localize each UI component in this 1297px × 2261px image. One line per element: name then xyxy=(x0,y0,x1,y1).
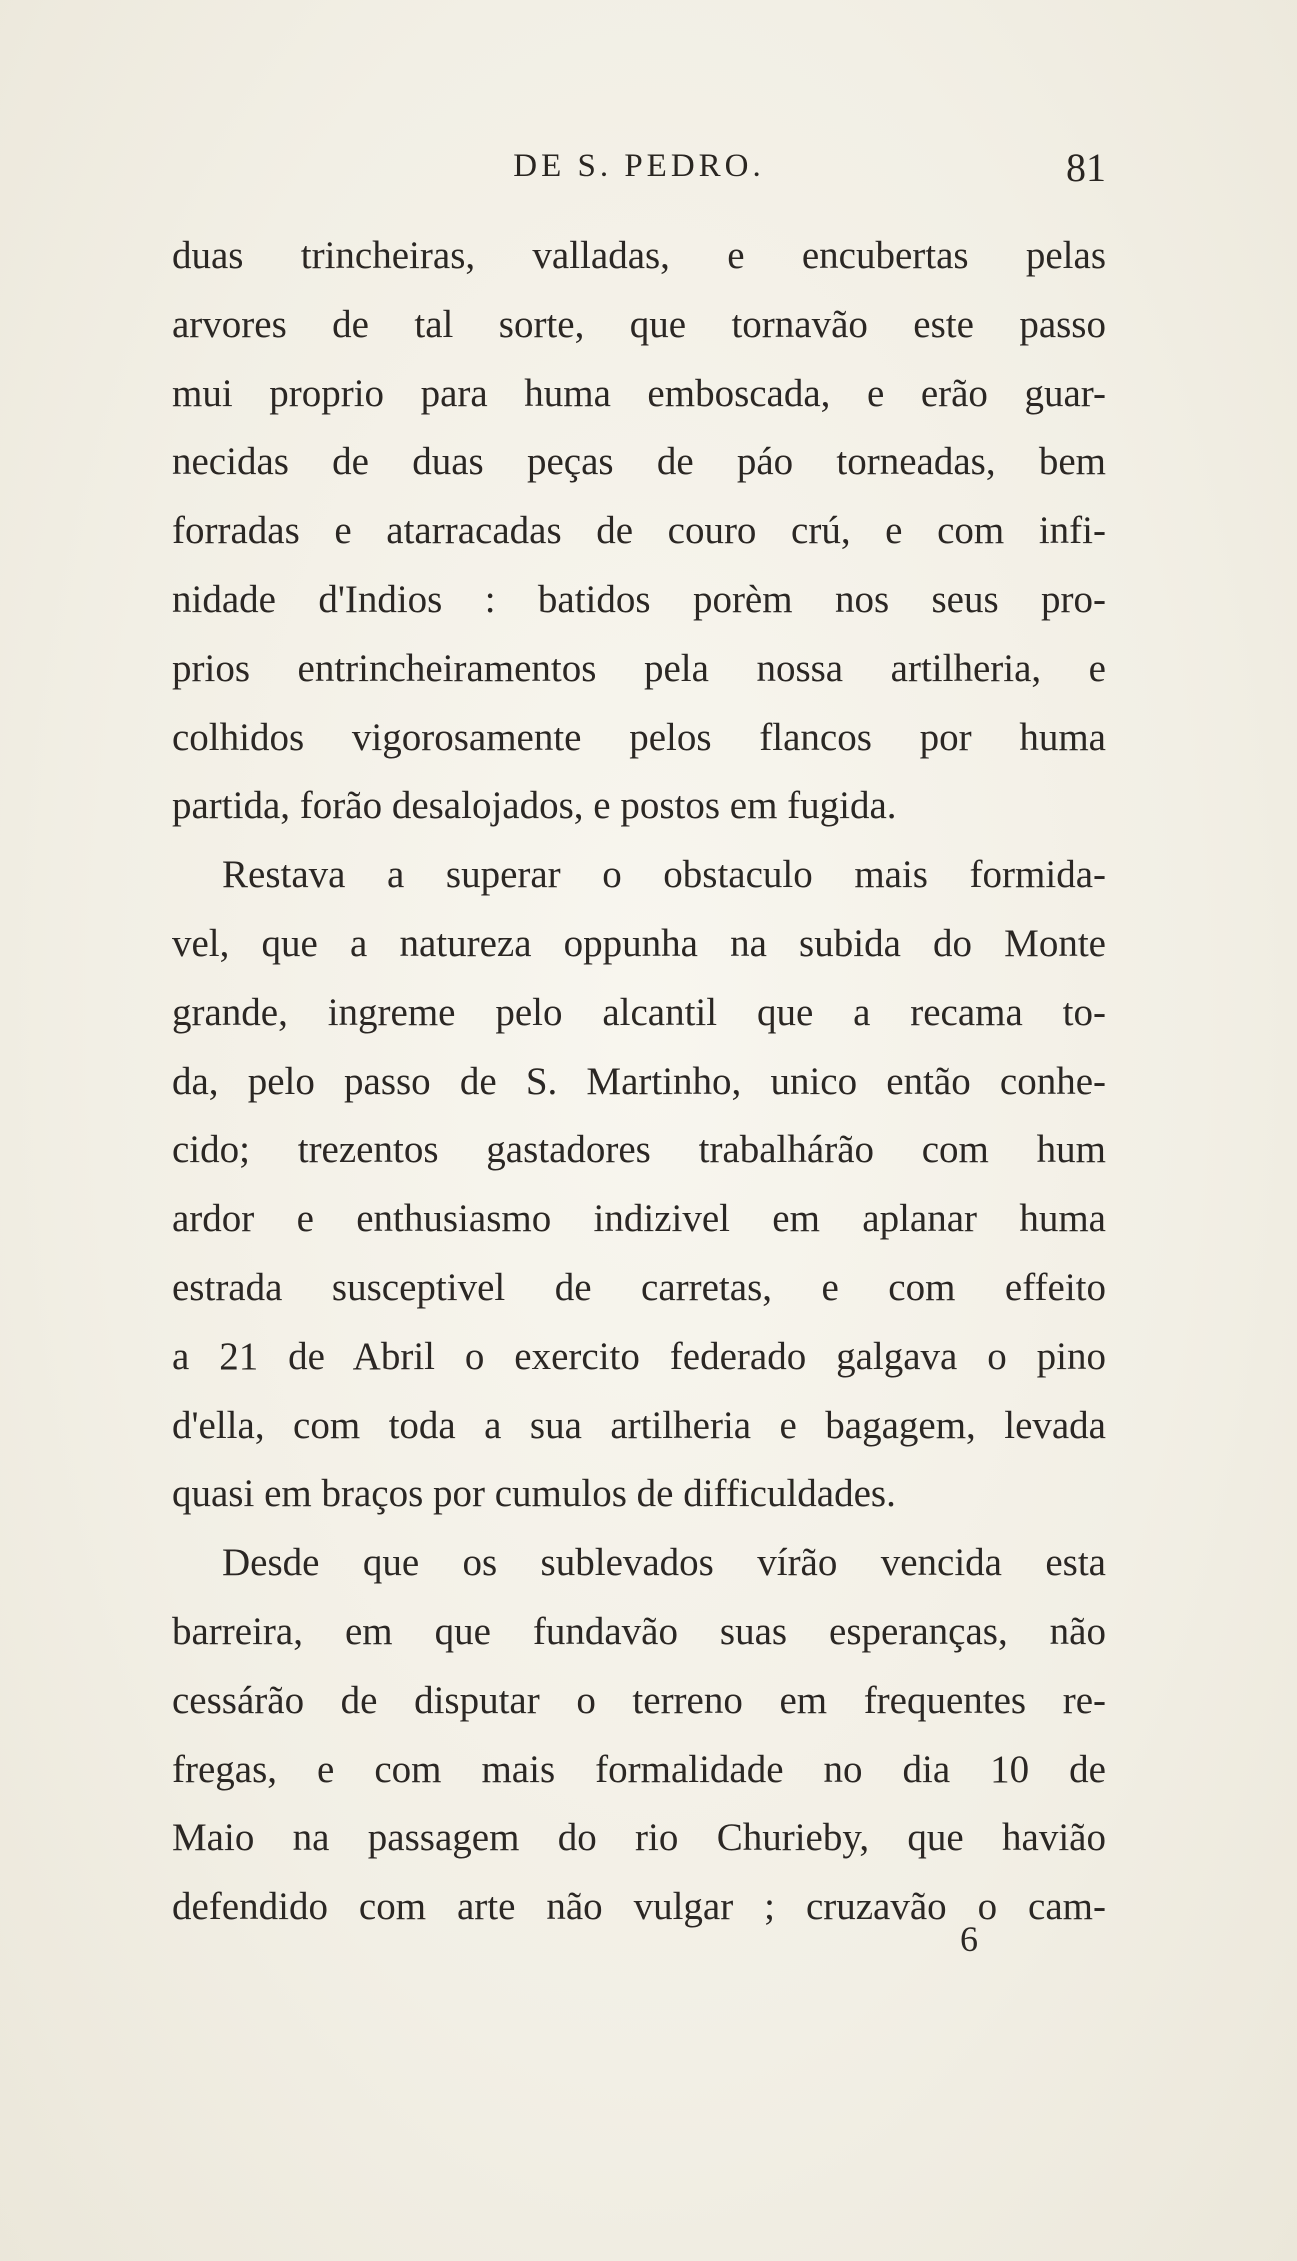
text-line: duas trincheiras, valladas, e encubertas pelas xyxy=(172,234,1106,277)
text-line: defendido com arte não vulgar ; cruzavão o cam- xyxy=(172,1885,1106,1929)
text-line: necidas de duas peças de páo torneadas, bem xyxy=(172,440,1106,484)
text-line: forradas e atarracadas de couro crú, e com infi- xyxy=(172,509,1106,553)
text-line: ardor e enthusiasmo indizivel em aplanar huma xyxy=(172,1197,1106,1241)
text-line: arvores de tal sorte, que tornavão este passo xyxy=(172,302,1106,346)
page-number: 81 xyxy=(1066,145,1106,190)
text-line: Maio na passagem do rio Churieby, que havião xyxy=(172,1816,1106,1860)
text-line: barreira, em que fundavão suas esperanças, não xyxy=(172,1609,1106,1653)
text-line: da, pelo passo de S. Martinho, unico então conhe- xyxy=(172,1059,1106,1103)
signature-mark: 6 xyxy=(960,1919,978,1959)
text-line: vel, que a natureza oppunha na subida do Monte xyxy=(172,921,1106,965)
running-head xyxy=(172,145,1106,198)
text-line: d'ella, com toda a sua artilheria e bagagem, levada xyxy=(172,1403,1106,1447)
text-line: grande, ingreme pelo alcantil que a recama to- xyxy=(172,990,1106,1034)
text-line: partida, forão desalojados, e postos em fugida. xyxy=(172,784,897,828)
text-line: fregas, e com mais formalidade no dia 10 de xyxy=(172,1747,1106,1791)
text-line: cido; trezentos gastadores trabalhárão com hum xyxy=(172,1128,1106,1172)
text-line: colhidos vigorosamente pelos flancos por huma xyxy=(172,715,1106,759)
text-line: nidade d'Indios : batidos porèm nos seus pro- xyxy=(172,577,1106,621)
text-line: a 21 de Abril o exercito federado galgava o pino xyxy=(172,1334,1106,1378)
text-line: estrada susceptivel de carretas, e com effeito xyxy=(172,1265,1106,1309)
text-line: Desde que os sublevados vírão vencida esta xyxy=(222,1541,1106,1585)
running-title: DE S. PEDRO. xyxy=(513,148,765,184)
body-text xyxy=(172,222,1106,1942)
text-line: Restava a superar o obstaculo mais formida- xyxy=(222,853,1106,897)
text-line: prios entrincheiramentos pela nossa artilheria, e xyxy=(172,646,1106,690)
text-line: quasi em braços por cumulos de difficuldades. xyxy=(172,1472,896,1516)
text-line: mui proprio para huma emboscada, e erão guar- xyxy=(172,371,1106,415)
text-line: cessárão de disputar o terreno em frequentes re- xyxy=(172,1678,1106,1722)
